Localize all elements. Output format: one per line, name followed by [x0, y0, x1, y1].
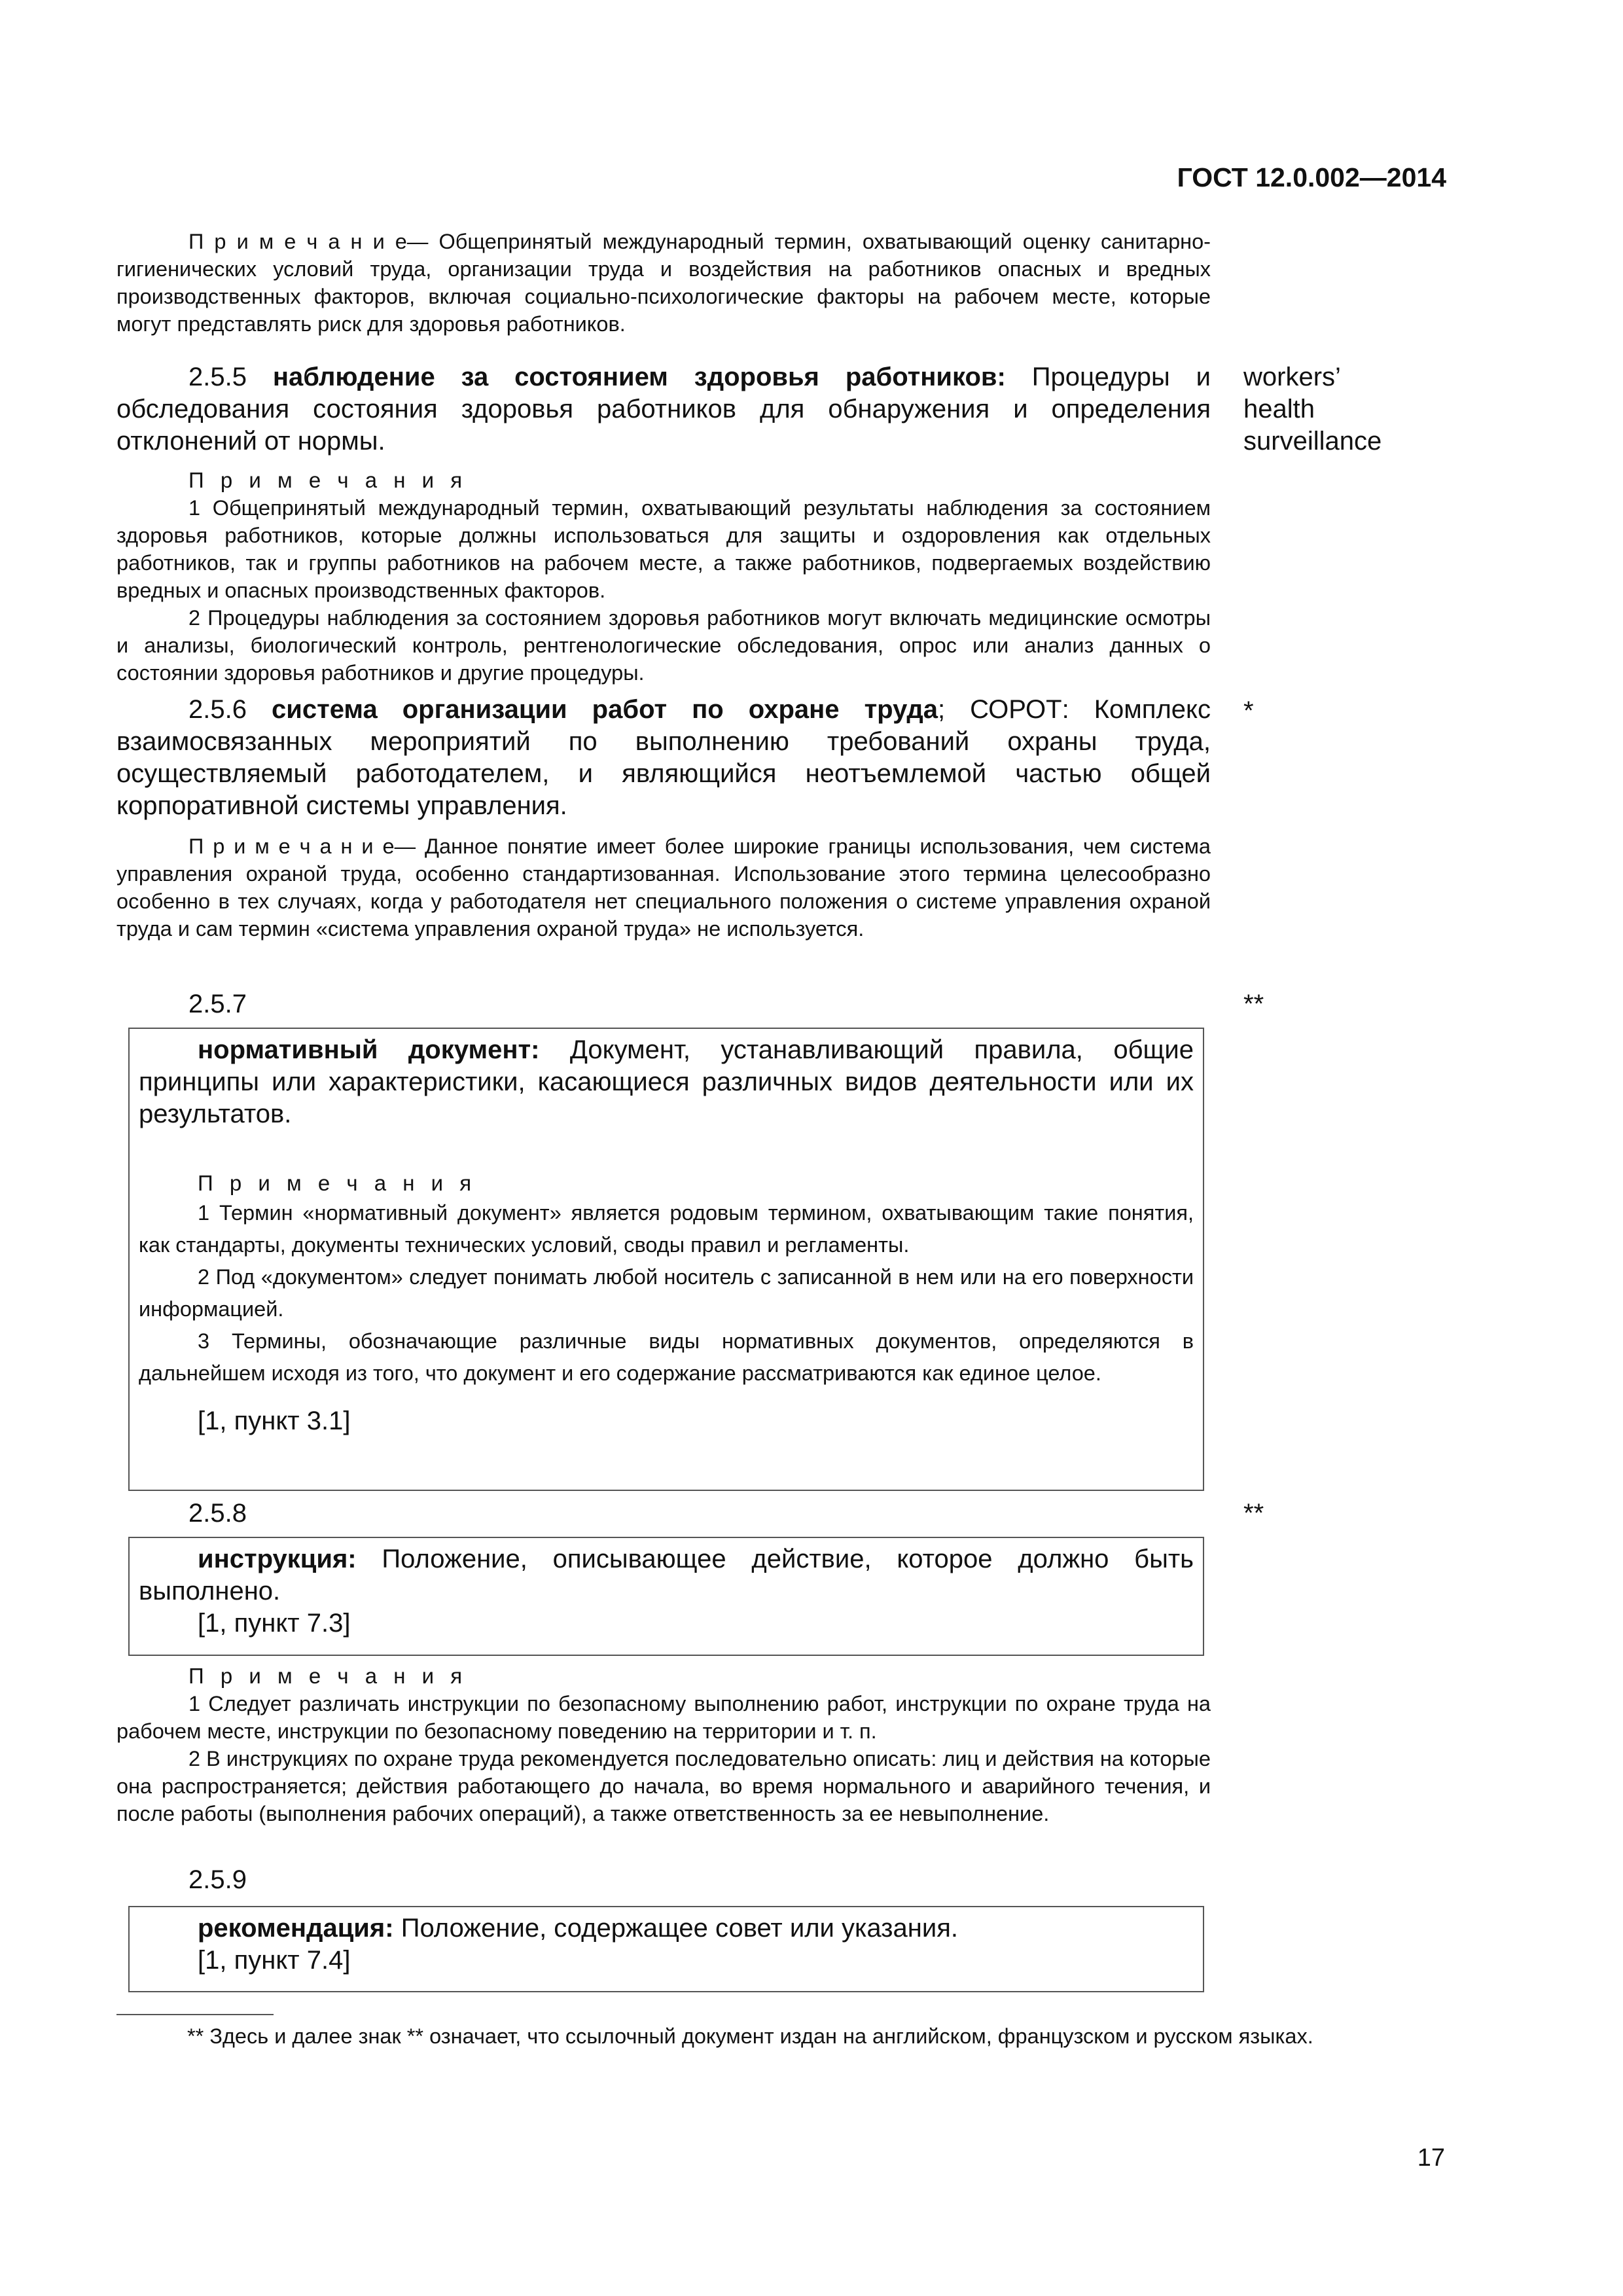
- term-number: 2.5.7: [188, 990, 247, 1018]
- term-definition: [116, 694, 1211, 822]
- term-definition: [139, 1034, 1194, 1130]
- term-definition: [139, 1912, 1194, 1945]
- term-number: 2.5.9: [188, 1865, 247, 1894]
- term-number: 2.5.5: [188, 363, 247, 391]
- footnote: ** Здесь и далее знак ** означает, что ссылочный документ издан на английском, французском и русском языках.: [187, 2024, 1313, 2048]
- notes-title: П р и м е ч а н и я: [198, 1171, 477, 1195]
- term-box-2-5-8: [128, 1537, 1204, 1656]
- note-lead: П р и м е ч а н и е: [188, 834, 395, 858]
- note-item: 2 Процедуры наблюдения за состоянием здоровья работников могут включать медицинские осмотры и анализы, биологический контроль, рентгенологические обследования, опрос или анализ данных о состоянии здоровья работников и другие процедуры.: [116, 606, 1211, 685]
- term-text: Положение, описывающее действие, которое должно быть выполнено.: [139, 1545, 1194, 1605]
- term-name: нормативный документ:: [198, 1035, 540, 1064]
- note-paragraph: [116, 228, 1211, 338]
- term-box-2-5-9: [128, 1906, 1204, 1992]
- note-paragraph: [116, 833, 1211, 942]
- source-marker: **: [1243, 990, 1264, 1018]
- term-2-5-5: [116, 361, 1211, 687]
- source-marker: *: [1243, 696, 1254, 725]
- term-name: наблюдение за состоянием здоровья работников:: [272, 363, 1006, 391]
- standard-header: ГОСТ 12.0.002—2014: [1177, 162, 1446, 192]
- note-block-1: [116, 228, 1211, 338]
- term-box-2-5-7: [128, 1028, 1204, 1491]
- term-number-line: [116, 1864, 1211, 1896]
- term-abbr: ; СОРОТ:: [937, 695, 1069, 724]
- term-text: Процедуры и обследования состояния здоровья работников для обнаружения и определения отклонений от нормы.: [116, 363, 1211, 456]
- note-text: — Данное понятие имеет более широкие границы использования, чем система управления охраной труда, особенно стандартизованная. Использование этого термина целесообразно особенно в тех случаях, когда у работодателя нет специального положения о системе управления охраной труда и сам термин «система управления охраной труда» не используется.: [116, 834, 1211, 941]
- term-definition: [139, 1543, 1194, 1607]
- note-item: 1 Общепринятый международный термин, охватывающий результаты наблюдения за состоянием здоровья работников, которые должны использоваться для защиты и оздоровления как отдельных работников, так и группы работников на рабочем месте, а также работников, подвергаемых воздействию вредных и опасных производственных факторов.: [116, 496, 1211, 602]
- term-text: Документ, устанавливающий правила, общие принципы или характеристики, касающиеся различных видов деятельности или их результатов.: [139, 1035, 1194, 1128]
- term-text: Комплекс взаимосвязанных мероприятий по выполнению требований охраны труда, осуществляемый работодателем, и являющийся неотъемлемой частью общей корпоративной системы управления.: [116, 695, 1211, 820]
- note-lead: П р и м е ч а н и е: [188, 230, 407, 253]
- notes-title: П р и м е ч а н и я: [188, 468, 468, 492]
- term-number-line: [116, 1498, 1211, 1530]
- term-number-line: [116, 988, 1211, 1020]
- term-number: 2.5.6: [188, 695, 247, 724]
- term-definition: [116, 361, 1211, 457]
- term-number: 2.5.8: [188, 1499, 247, 1528]
- note-item: 2 Под «документом» следует понимать любой носитель с записанной в нем или на его поверхности информацией.: [139, 1265, 1194, 1321]
- notes-2-5-8: [116, 1662, 1211, 1827]
- footnote-divider: [116, 2014, 274, 2015]
- source-reference: [1, пункт 7.3]: [198, 1609, 351, 1638]
- note-item: 1 Термин «нормативный документ» является родовым термином, охватывающим такие понятия, как стандарты, документы технических условий, своды правил и регламенты.: [139, 1201, 1194, 1257]
- term-name: система организации работ по охране труда: [272, 695, 938, 724]
- source-reference: [1, пункт 3.1]: [198, 1407, 351, 1435]
- term-name: инструкция:: [198, 1545, 357, 1573]
- page-number: 17: [1417, 2144, 1445, 2172]
- term-2-5-6: [116, 694, 1211, 942]
- term-text: Положение, содержащее совет или указания.: [401, 1914, 958, 1943]
- notes-title: П р и м е ч а н и я: [188, 1664, 468, 1688]
- note-item: 1 Следует различать инструкции по безопасному выполнению работ, инструкции по охране труда на рабочем месте, инструкции по безопасному поведению на территории и т. п.: [116, 1692, 1211, 1743]
- note-item: 3 Термины, обозначающие различные виды нормативных документов, определяются в дальнейшем исходя из того, что документ и его содержание рассматриваются как единое целое.: [139, 1329, 1194, 1385]
- source-marker: **: [1243, 1499, 1264, 1528]
- term-name: рекомендация:: [198, 1914, 394, 1943]
- note-item: 2 В инструкциях по охране труда рекомендуется последовательно описать: лиц и действия на которые она распространяется; действия работающего до начала, во время нормального и аварийного течения, и после работы (выполнения рабочих операций), а также ответственность за ее невыполнение.: [116, 1747, 1211, 1825]
- source-reference: [1, пункт 7.4]: [198, 1946, 351, 1975]
- note-text: — Общепринятый международный термин, охватывающий оценку санитарно-гигиенических условий труда, организации труда и воздействия на работников опасных и вредных производственных факторов, включая социально-психологические факторы на рабочем месте, которые могут представлять риск для здоровья работников.: [116, 230, 1211, 336]
- english-equivalent: workers’ health surveillance: [1243, 363, 1382, 456]
